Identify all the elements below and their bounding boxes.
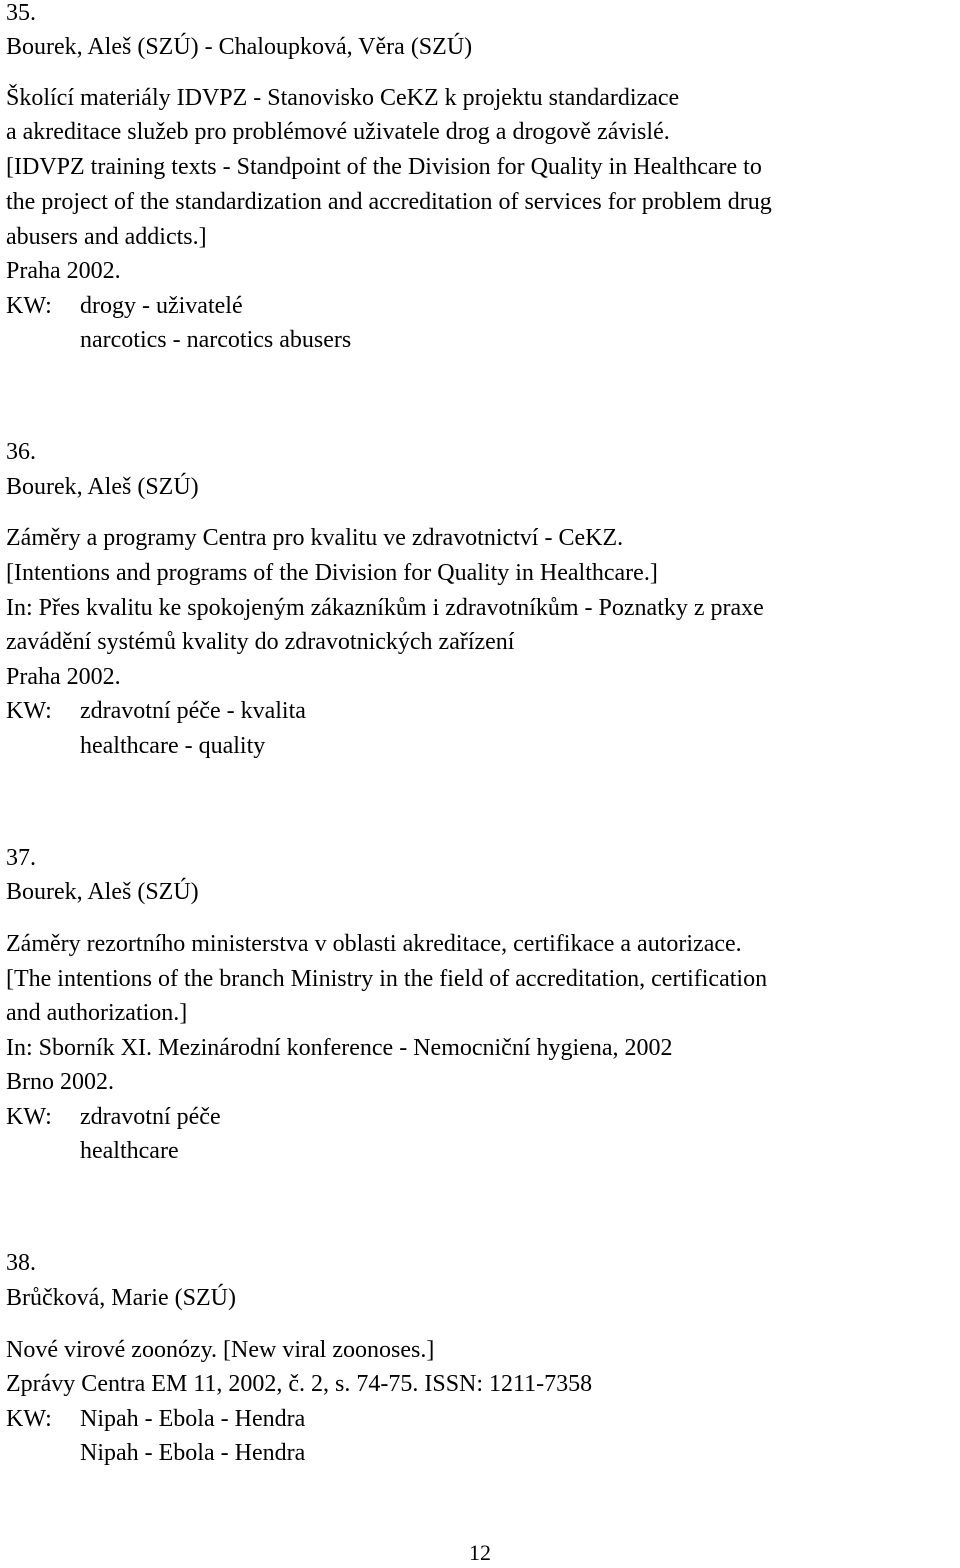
entry-number: 37. <box>6 845 36 871</box>
entry-number: 36. <box>6 439 36 465</box>
entry-number: 38. <box>6 1250 36 1276</box>
entry-title-line: [The intentions of the branch Ministry in the field of accreditation, certification <box>6 966 768 992</box>
entry-title-line: Nové virové zoonózy. [New viral zoonoses.] <box>6 1337 435 1363</box>
entry-place-year: Praha 2002. <box>6 664 121 690</box>
keywords-english: healthcare <box>80 1138 179 1164</box>
entry-place-year: Brno 2002. <box>6 1069 114 1095</box>
entry-title-line: a akreditace služeb pro problémové uživatele drog a drogově závislé. <box>6 119 670 145</box>
page-number: 12 <box>469 1540 491 1565</box>
entry-title-line: Školící materiály IDVPZ - Stanovisko CeKZ k projektu standardizace <box>6 85 680 111</box>
entry-title-line: and authorization.] <box>6 1000 188 1026</box>
entry-source: In: Sborník XI. Mezinárodní konference - Nemocniční hygiena, 2002 <box>6 1035 673 1061</box>
keywords-label: KW: <box>6 1406 52 1432</box>
entry-title-line: Záměry a programy Centra pro kvalitu ve zdravotnictví - CeKZ. <box>6 525 624 551</box>
entry-authors: Bourek, Aleš (SZÚ) <box>6 474 199 500</box>
entry-title-line: Záměry rezortního ministerstva v oblasti akreditace, certifikace a autorizace. <box>6 931 742 957</box>
entry-source: Zprávy Centra EM 11, 2002, č. 2, s. 74-75. ISSN: 1211-7358 <box>6 1371 593 1397</box>
entry-title-line: [Intentions and programs of the Division for Quality in Healthcare.] <box>6 560 658 586</box>
keywords-czech: zdravotní péče <box>80 1104 221 1130</box>
keywords-english: narcotics - narcotics abusers <box>80 327 352 353</box>
keywords-label: KW: <box>6 1104 52 1130</box>
entry-title-line: zavádění systémů kvality do zdravotnických zařízení <box>6 629 515 655</box>
keywords-english: healthcare - quality <box>80 733 266 759</box>
keywords-label: KW: <box>6 698 52 724</box>
entry-authors: Bourek, Aleš (SZÚ) - Chaloupková, Věra (SZÚ) <box>6 34 473 60</box>
entry-authors: Brůčková, Marie (SZÚ) <box>6 1285 236 1311</box>
entry-title-line: abusers and addicts.] <box>6 224 207 250</box>
keywords-czech: zdravotní péče - kvalita <box>80 698 306 724</box>
entry-title-line: In: Přes kvalitu ke spokojeným zákazníkům i zdravotníkům - Poznatky z praxe <box>6 595 764 621</box>
keywords-czech: Nipah - Ebola - Hendra <box>80 1406 306 1432</box>
entry-number: 35. <box>6 0 36 26</box>
keywords-label: KW: <box>6 293 52 319</box>
keywords-czech: drogy - uživatelé <box>80 293 243 319</box>
keywords-english: Nipah - Ebola - Hendra <box>80 1440 306 1466</box>
entry-title-line: the project of the standardization and accreditation of services for problem drug <box>6 189 772 215</box>
entry-authors: Bourek, Aleš (SZÚ) <box>6 879 199 905</box>
entry-place-year: Praha 2002. <box>6 258 121 284</box>
entry-title-line: [IDVPZ training texts - Standpoint of the Division for Quality in Healthcare to <box>6 154 762 180</box>
